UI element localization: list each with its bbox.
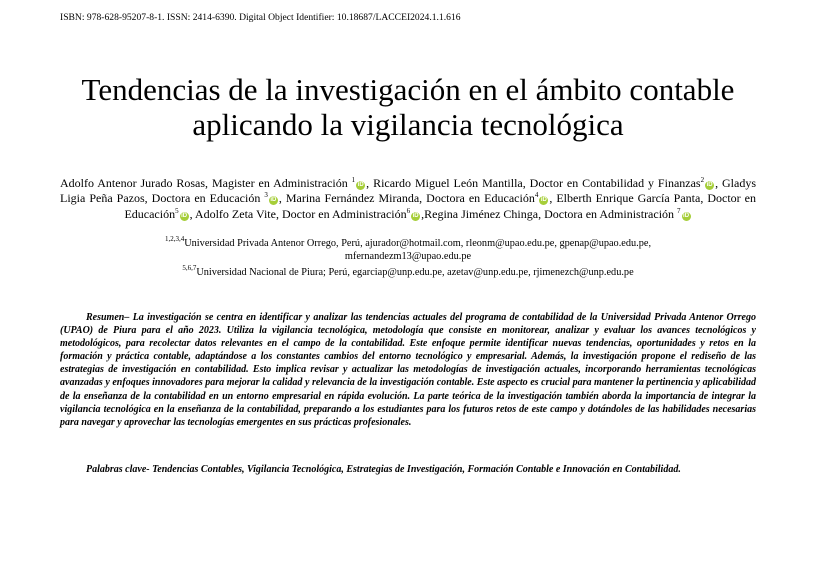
title-line-1: Tendencias de la investigación en el ámbito contable [81,72,735,107]
author-1: Adolfo Antenor Jurado Rosas, Magister en Administración [60,176,352,190]
author-3: , Gladys Ligia Peña Pazos, Doctora en Educación [60,176,756,206]
affiliation-2 [60,266,756,279]
author-7-marker: 7 [677,206,681,215]
affiliation-1-marker: 1,2,3,4 [164,235,185,243]
author-7: ,Regina Jiménez Chinga, Doctora en Administración [421,206,678,221]
keywords: Palabras clave- Tendencias Contables, Vigilancia Tecnológica, Estrategias de Investigación, Formación Contable e Innovación en Contabilidad. [86,464,681,475]
author-5-marker: 5 [175,206,179,215]
author-1-marker: 1 [351,176,356,184]
orcid-icon[interactable]: iD [181,212,188,219]
paper-title [40,72,776,142]
affiliation-2-text: Universidad Nacional de Piura; Perú, egarciap@unp.edu.pe, azetav@unp.edu.pe, rjimenezch@unp.edu.pe [196,267,634,278]
author-6: , Adolfo Zeta Vite, Doctor en Administración [189,206,407,221]
affiliation-1-text: Universidad Privada Antenor Orrego, Perú, ajurador@hotmail.com, rleonm@upao.edu.pe, gpenap@upao.edu.pe, [184,238,652,249]
author-6-marker: 6 [406,206,411,215]
abstract: Resumen– La investigación se centra en identificar y analizar las tendencias actuales del programa de contabilidad de la Universidad Privada Antenor Orrego (UPAO) de Piura para el año 2023. Utiliza la vigilancia tecnológica, metodología que consiste en monitorear, analizar y evaluar los avances tecnológicos y metodológicos, para recolectar datos relevantes en el campo de la contabilidad. Este enfoque permite identificar nuevas tendencias, oportunidades y retos en la formación y práctica contable, adaptándose a los constantes cambios del entorno tecnológico y empresarial. Además, la investigación propone el rediseño de las estrategias de investigación en contabilidad. Esto implica revisar y actualizar las metodologías de investigación actuales, incorporando herramientas tecnológicas avanzadas y enfoques innovadores para mejorar la calidad y relevancia de la investigación contable. Este aspecto es crucial para mantener la pertinencia y aplicabilidad de la enseñanza de la contabilidad en un entorno empresarial en rápida evolución. La parte teórica de la investigación también aborda la importancia de integrar la vigilancia tecnológica en la enseñanza de la contabilidad, preparando a los estudiantes para los futuros retos de este campo y dotándoles de las habilidades necesarias para navegar y aprovechar las tecnologías emergentes en sus prácticas profesionales. [60,312,756,428]
author-4-marker: 4 [534,191,539,200]
orcid-icon[interactable]: iD [540,197,547,204]
publication-identifier: ISBN: 978-628-95207-8-1. ISSN: 2414-6390. Digital Object Identifier: 10.18687/LACCEI2024.1.1.616 [60,12,461,23]
author-4: , Marina Fernández Miranda, Doctora en Educación [278,191,535,206]
orcid-icon[interactable]: iD [412,212,419,219]
orcid-icon[interactable]: iD [706,182,713,188]
orcid-icon[interactable]: iD [683,212,690,219]
author-5: , Elberth Enrique García Panta, Doctor en Educación [124,191,756,221]
author-3-marker: 3 [264,191,268,200]
author-2-marker: 2 [700,176,705,184]
orcid-icon[interactable]: iD [270,197,277,204]
author-list [60,176,756,222]
affiliation-2-marker: 5,6,7 [182,264,197,272]
orcid-icon[interactable]: iD [357,182,364,188]
author-2: , Ricardo Miguel León Mantilla, Doctor en Contabilidad y Finanzas [366,176,701,190]
title-line-2: aplicando la vigilancia tecnológica [192,107,624,142]
affiliation-1 [60,237,756,263]
affiliation-1-line-2: mfernandezm13@upao.edu.pe [344,251,472,262]
